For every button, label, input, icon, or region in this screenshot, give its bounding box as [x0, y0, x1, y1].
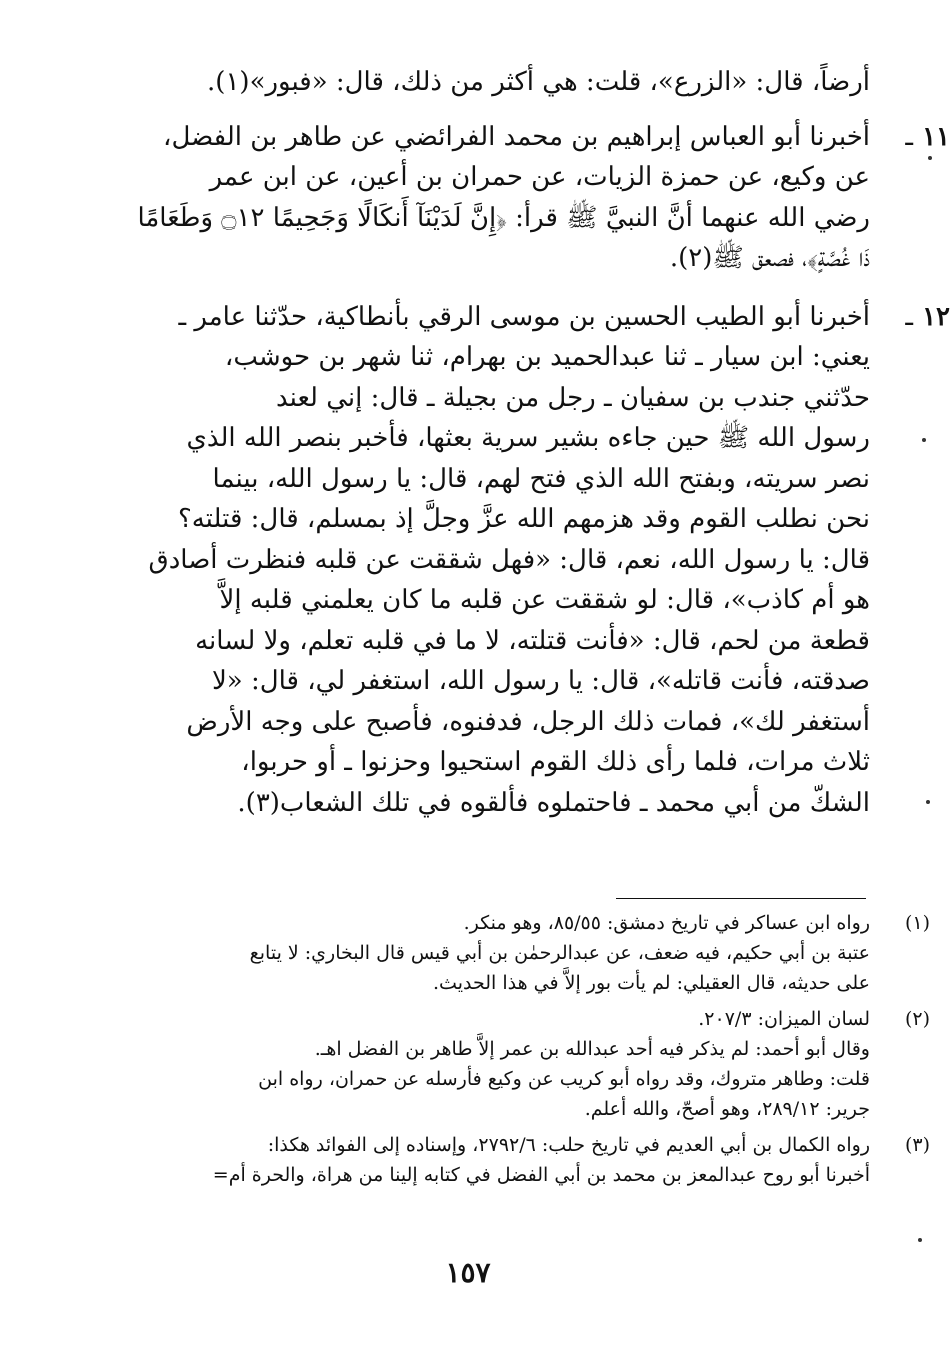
hadith-12-line: قال: يا رسول الله، نعم، قال: «فهل شققت عن قلبه فنظرت أصادق	[148, 544, 870, 575]
hadith-12-line: أستغفر لك»، فمات ذلك الرجل، فدفنوه، فأصبح على وجه الأرض	[186, 706, 870, 737]
footnotes	[118, 908, 930, 1196]
hadith-12-line: هو أم كاذب»، قال: لو شققت عن قلبه ما كان يعلمني قلبه إلاَّ	[219, 585, 870, 615]
footnote-2	[118, 1004, 930, 1124]
footnote-line: على حديثه، قال العقيلي: لم يأت بور إلاَّ في هذا الحديث.	[433, 972, 870, 994]
hadith-12-line: ثلاث مرات، فلما رأى ذلك القوم استحيوا وحزنوا ـ أو حربوا،	[241, 747, 870, 777]
hadith-12-line: نحن نطلب القوم وقد هزمهم الله عزَّ وجلَّ إذ بمسلم، قال: قتلته؟	[177, 504, 870, 534]
hadith-11	[118, 117, 950, 279]
hadith-12-line: نصر سريته، وبفتح الله الذي فتح لهم، قال: يا رسول الله، بينما	[212, 463, 870, 494]
footnote-number: (٣)	[904, 1134, 930, 1156]
main-text	[118, 62, 950, 823]
hadith-12-line: أخبرنا أبو الطيب الحسين بن موسى الرقي بأنطاكية، حدّثنا عامر ـ	[178, 301, 870, 332]
opening-line-text: أرضاً، قال: «الزرع»، قلت: هي أكثر من ذلك، قال: «فبور»(١).	[207, 67, 870, 97]
scan-speck	[926, 800, 930, 804]
page-number: ١٥٧	[445, 1256, 491, 1289]
footnote-3	[118, 1130, 930, 1190]
hadith-12-line: الشكّ من أبي محمد ـ فاحتملوه فألقوه في تلك الشعاب(٣).	[237, 787, 870, 818]
footnote-separator	[616, 898, 866, 899]
footnote-line: لسان الميزان: ٢٠٧/٣.	[698, 1008, 870, 1030]
footnote-line: جرير: ٢٨٩/١٢، وهو أصحّ، والله أعلم.	[584, 1098, 870, 1120]
footnote-number: (١)	[904, 912, 930, 934]
scan-speck	[922, 438, 926, 442]
opening-line	[118, 62, 870, 103]
hadith-12-line: صدقته، فأنت قاتله»، قال: يا رسول الله، استغفر لي، قال: «لا	[211, 666, 870, 696]
hadith-11-line: عن وكيع، عن حمزة الزيات، عن حمران بن أعين، عن ابن عمر	[209, 162, 870, 192]
scan-speck	[918, 1238, 922, 1242]
hadith-12-line: حدّثني جندب بن سفيان ـ رجل من بجيلة ـ قال: إني لعند	[275, 382, 870, 413]
footnote-line: رواه ابن عساكر في تاريخ دمشق: ٨٥/٥٥، وهو منكر.	[463, 912, 870, 934]
hadith-12-line: يعني: ابن سيار ـ ثنا عبدالحميد بن بهرام، ثنا شهر بن حوشب،	[224, 342, 870, 372]
hadith-12-line: رسول الله ﷺ حين جاءه بشير سرية بعثها، فأخبر بنصر الله الذي	[186, 423, 870, 453]
hadith-12-number: ١٢ ـ	[905, 301, 950, 332]
scan-speck	[928, 156, 932, 160]
footnote-line: وقال أبو أحمد: لم يذكر فيه أحد عبدالله بن عمر إلاَّ طاهر بن الفضل اهـ.	[314, 1038, 870, 1060]
hadith-11-line: أخبرنا أبو العباس إبراهيم بن محمد الفرائضي عن طاهر بن الفضل،	[163, 121, 870, 152]
footnote-number: (٢)	[904, 1008, 930, 1030]
footnote-line: عتبة بن أبي حكيم، فيه ضعف، عن عبدالرحمٰن بن أبي قيس قال البخاري: لا يتابع	[249, 942, 870, 964]
footnote-line: أخبرنا أبو روح عبدالمعز بن محمد بن أبي الفضل في كتابه إلينا من هراة، والحرة أم=	[212, 1164, 870, 1186]
footnote-line: قلت: وطاهر متروك، وقد رواه أبو كريب عن وكيع فأرسله عن حمران، رواه ابن	[258, 1068, 870, 1090]
hadith-11-number: ١١ ـ	[905, 121, 950, 152]
hadith-11-line: رضي الله عنهما أنَّ النبيَّ ﷺ قرأ: ﴿إِنَّ لَدَيْنَآ أَنكَالًا وَجَحِيمًا ۝١٢ وَطَعَامًا	[137, 202, 870, 233]
hadith-11-line: ذَا غُصَّةٍ﴾، فصعق ﷺ(٢).	[669, 243, 870, 273]
footnote-1	[118, 908, 930, 998]
hadith-12-line: قطعة من لحم، قال: «فأنت قتلته، لا ما في قلبه تعلم، ولا لسانه	[195, 625, 870, 656]
footnote-line: رواه الكمال بن أبي العديم في تاريخ حلب: ٢٧٩٢/٦، وإسناده إلى الفوائد هكذا:	[267, 1134, 870, 1156]
hadith-12	[118, 297, 950, 824]
